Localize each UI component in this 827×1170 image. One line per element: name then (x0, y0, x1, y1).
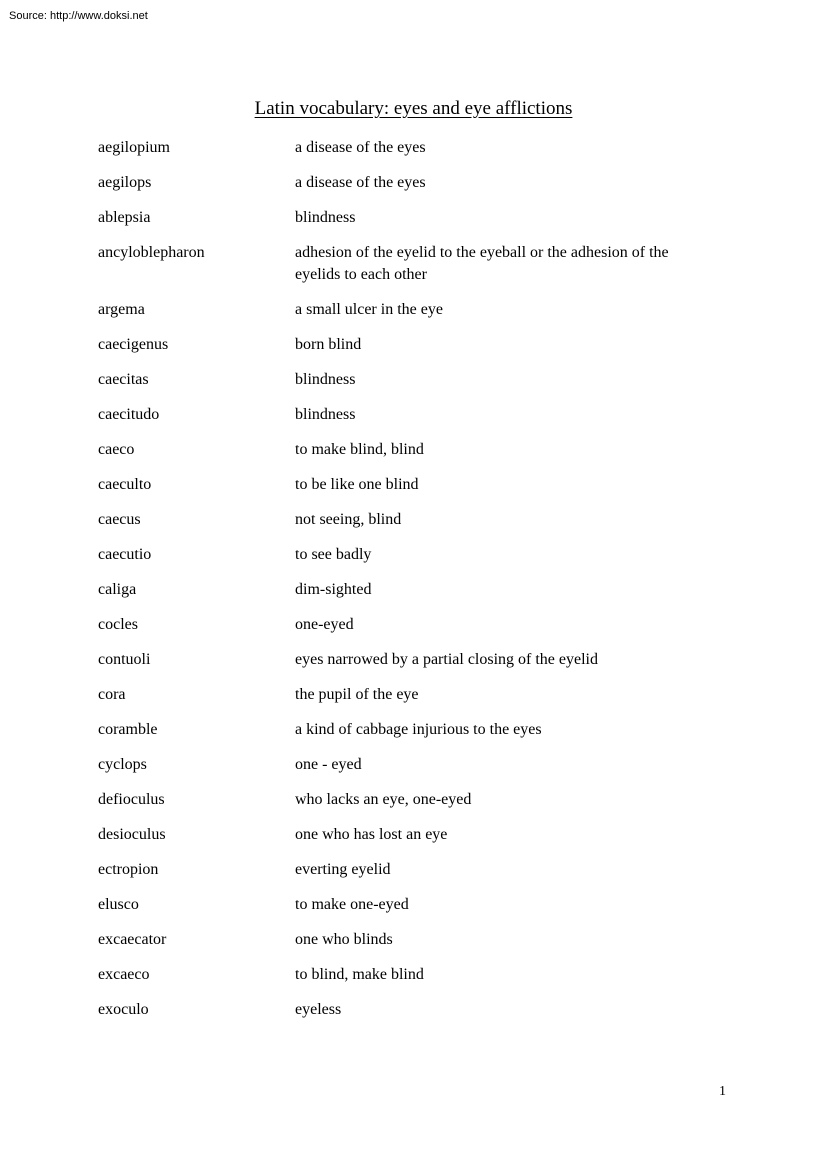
page-title: Latin vocabulary: eyes and eye afflictions (254, 98, 573, 119)
entry-term: cocles (98, 616, 138, 633)
glossary-entry (98, 475, 718, 496)
glossary-entry (98, 720, 718, 741)
glossary-list (98, 138, 718, 1035)
entry-term: caecitudo (98, 406, 160, 423)
entry-definition: a disease of the eyes (295, 139, 426, 156)
entry-term: excaeco (98, 966, 150, 983)
entry-term: aegilopium (98, 139, 170, 156)
glossary-entry (98, 300, 718, 321)
entry-term: cyclops (98, 756, 147, 773)
glossary-entry (98, 685, 718, 706)
entry-term: coramble (98, 721, 158, 738)
entry-term: caeco (98, 441, 135, 458)
source-line: Source: http://www.doksi.net (9, 10, 148, 22)
entry-term: defioculus (98, 791, 165, 808)
entry-term: excaecator (98, 931, 167, 948)
glossary-entry (98, 208, 718, 229)
glossary-entry (98, 650, 718, 671)
entry-definition: eyes narrowed by a partial closing of the eyelid (295, 651, 598, 668)
glossary-entry (98, 173, 718, 194)
entry-definition: a disease of the eyes (295, 174, 426, 191)
entry-term: caecus (98, 511, 141, 528)
entry-definition: blindness (295, 371, 356, 388)
glossary-entry (98, 615, 718, 636)
entry-definition: to see badly (295, 546, 372, 563)
entry-definition: born blind (295, 336, 362, 353)
glossary-entry (98, 580, 718, 601)
entry-definition: a kind of cabbage injurious to the eyes (295, 721, 542, 738)
entry-definition: blindness (295, 209, 356, 226)
glossary-entry (98, 790, 718, 811)
entry-definition: dim-sighted (295, 581, 372, 598)
glossary-entry (98, 545, 718, 566)
entry-term: argema (98, 301, 145, 318)
entry-term: caecutio (98, 546, 152, 563)
entry-definition: one - eyed (295, 756, 362, 773)
entry-definition: one who has lost an eye (295, 826, 448, 843)
glossary-entry (98, 243, 718, 286)
entry-definition: to make one-eyed (295, 896, 409, 913)
glossary-entry (98, 860, 718, 881)
entry-definition: one-eyed (295, 616, 354, 633)
entry-term: desioculus (98, 826, 166, 843)
glossary-entry (98, 930, 718, 951)
glossary-entry (98, 755, 718, 776)
entry-definition: to make blind, blind (295, 441, 424, 458)
entry-term: ablepsia (98, 209, 151, 226)
entry-definition: blindness (295, 406, 356, 423)
entry-term: ectropion (98, 861, 159, 878)
glossary-entry (98, 510, 718, 531)
entry-term: caecitas (98, 371, 149, 388)
entry-term: caeculto (98, 476, 152, 493)
glossary-entry (98, 895, 718, 916)
page-number: 1 (719, 1084, 726, 1099)
entry-definition: adhesion of the eyelid to the eyeball or the adhesion of the eyelids to each other (295, 244, 669, 283)
glossary-entry (98, 370, 718, 391)
entry-definition: not seeing, blind (295, 511, 402, 528)
glossary-entry (98, 440, 718, 461)
entry-definition: everting eyelid (295, 861, 391, 878)
entry-definition: the pupil of the eye (295, 686, 419, 703)
glossary-entry (98, 1000, 718, 1021)
entry-definition: to be like one blind (295, 476, 419, 493)
entry-definition: who lacks an eye, one-eyed (295, 791, 472, 808)
entry-term: caliga (98, 581, 137, 598)
entry-term: caecigenus (98, 336, 169, 353)
entry-definition: to blind, make blind (295, 966, 424, 983)
entry-term: ancyloblepharon (98, 244, 205, 261)
entry-term: contuoli (98, 651, 151, 668)
glossary-entry (98, 335, 718, 356)
glossary-entry (98, 138, 718, 159)
entry-definition: a small ulcer in the eye (295, 301, 443, 318)
entry-term: elusco (98, 896, 139, 913)
glossary-entry (98, 405, 718, 426)
entry-term: exoculo (98, 1001, 149, 1018)
entry-term: aegilops (98, 174, 152, 191)
entry-definition: one who blinds (295, 931, 393, 948)
entry-definition: eyeless (295, 1001, 342, 1018)
entry-term: cora (98, 686, 126, 703)
glossary-entry (98, 965, 718, 986)
glossary-entry (98, 825, 718, 846)
